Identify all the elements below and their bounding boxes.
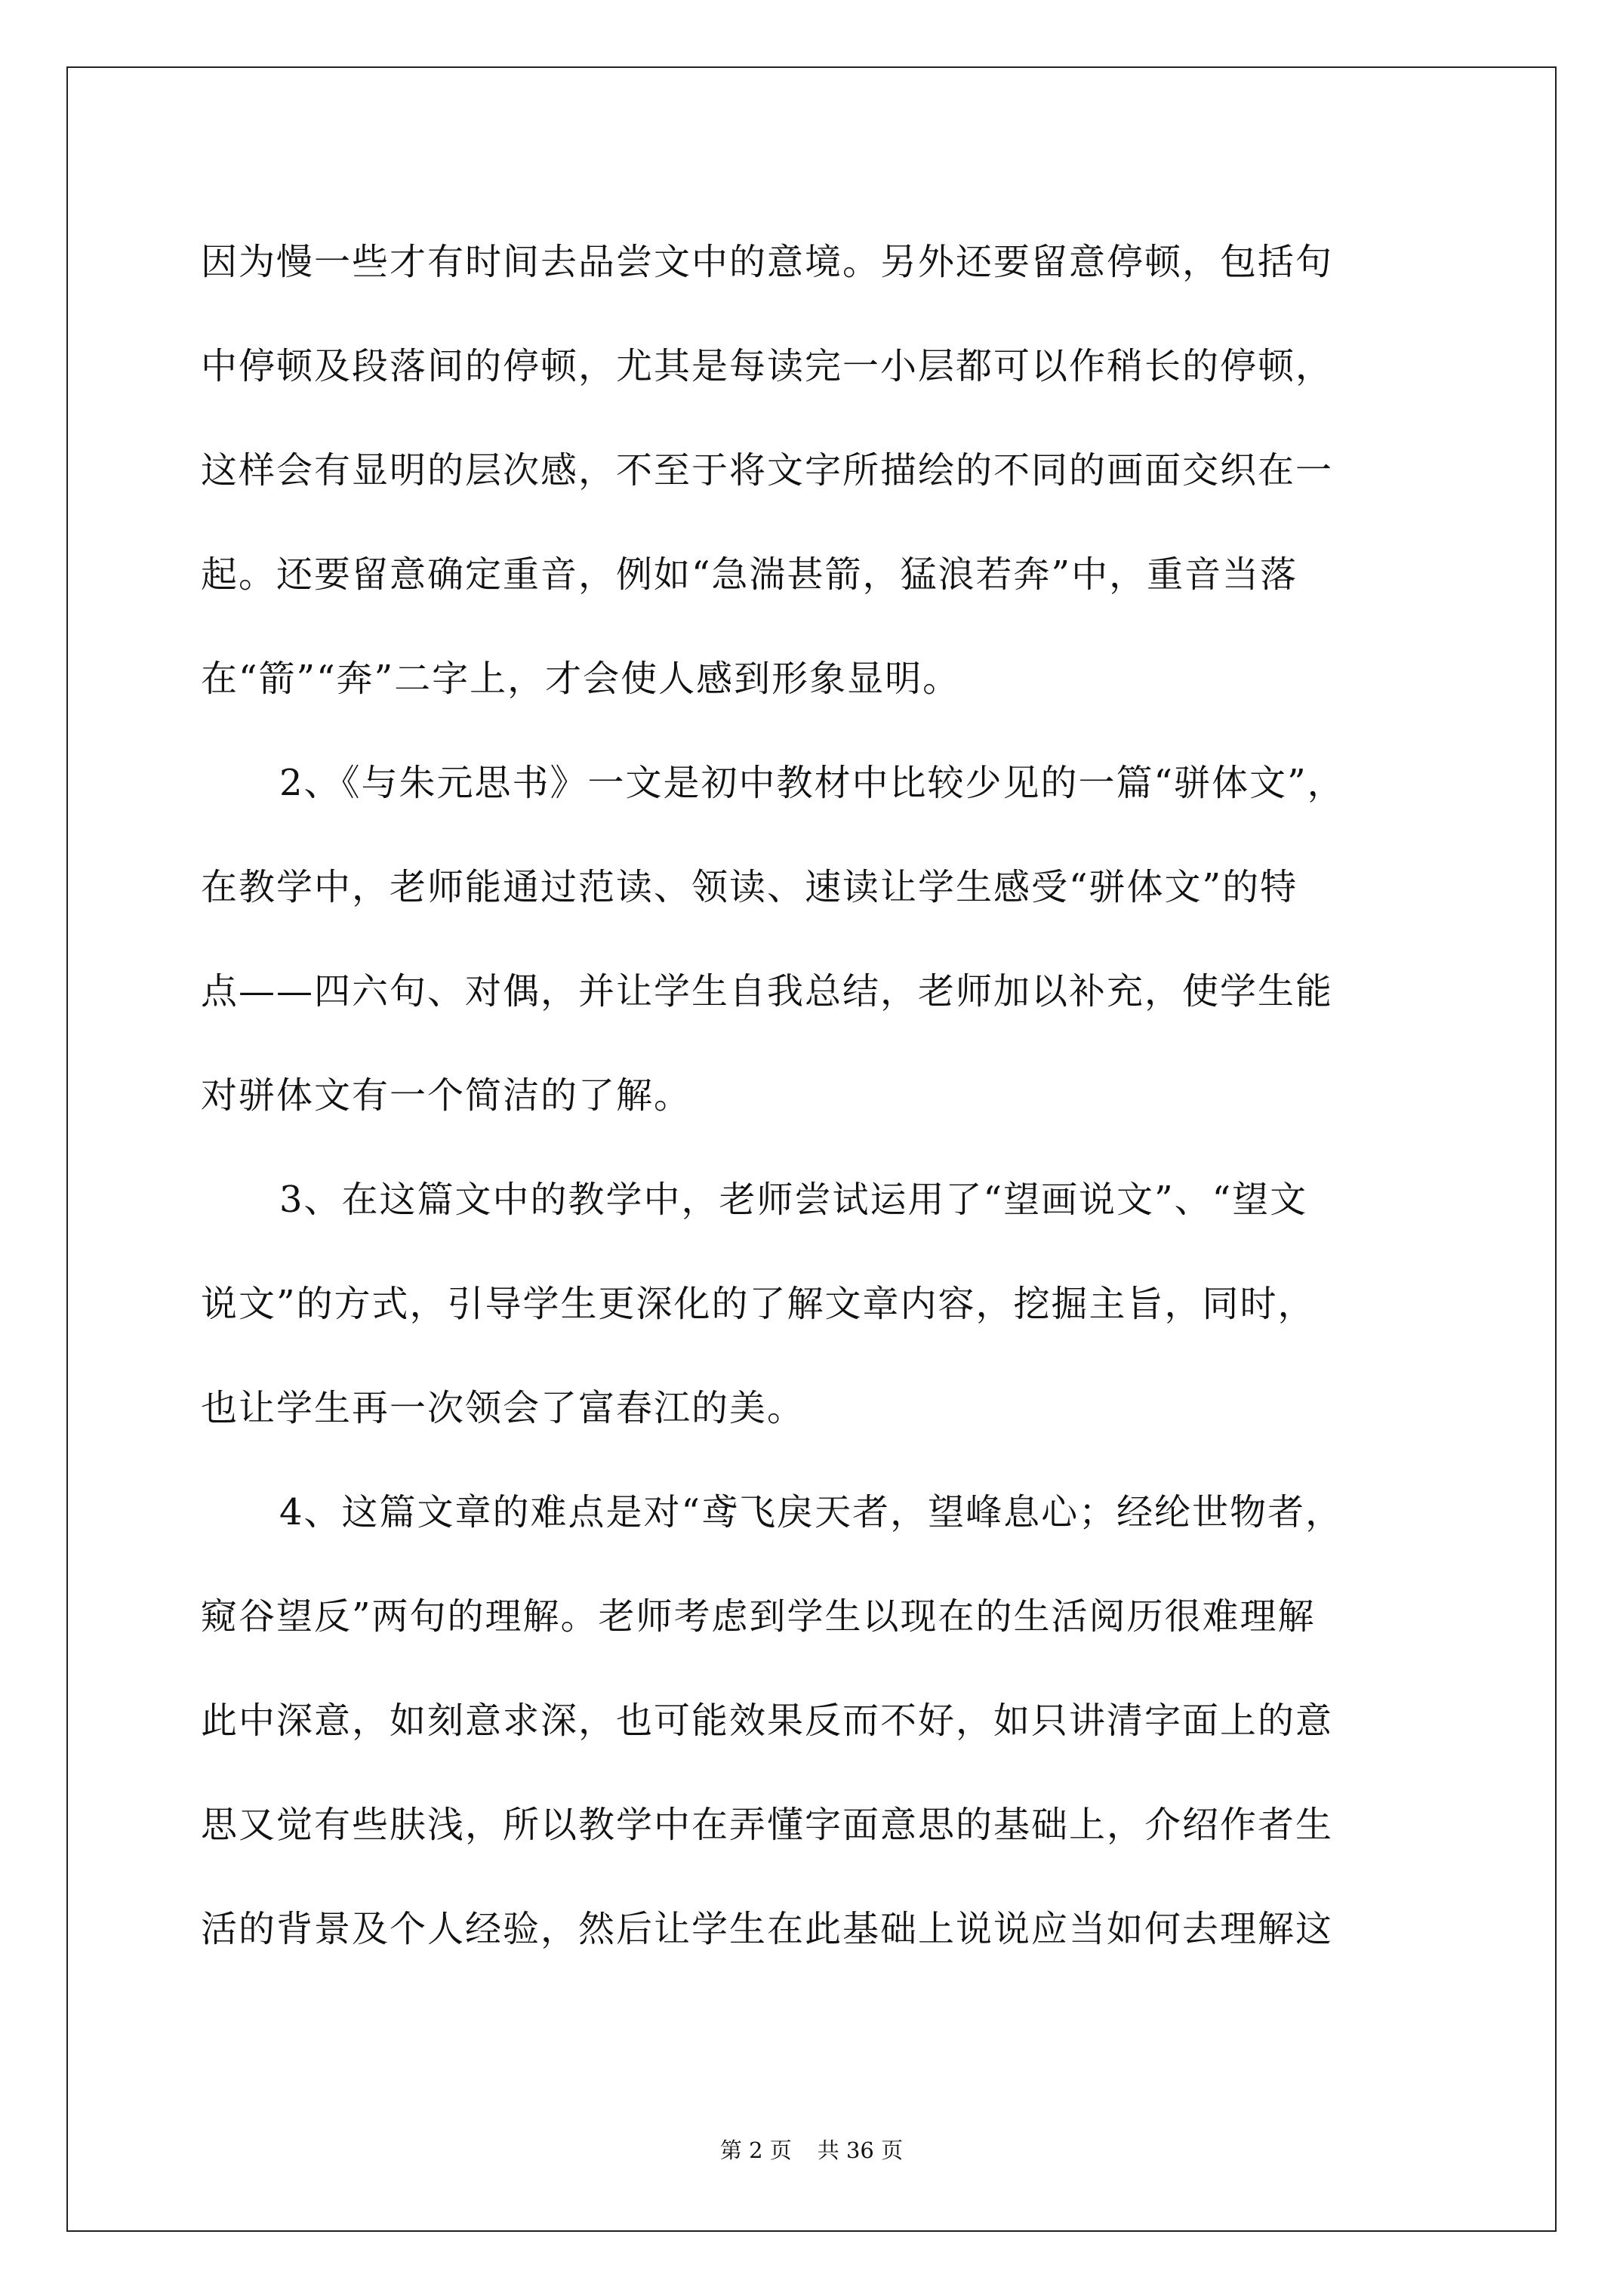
- text-line: 起。还要留意确定重音，例如“急湍甚箭，猛浪若奔”中，重音当落: [201, 553, 1298, 596]
- paragraph-start-line: 3、在这篇文中的教学中，老师尝试运用了“望画说文”、“望文: [279, 1179, 1308, 1221]
- text-line: 在教学中，老师能通过范读、领读、速读让学生感受“骈体文”的特: [201, 866, 1298, 908]
- text-line: 在“箭”“奔”二字上，才会使人感到形象显明。: [201, 658, 961, 700]
- text-line: 活的背景及个人经验，然后让学生在此基础上说说应当如何去理解这: [201, 1908, 1334, 1950]
- text-line: 这样会有显明的层次感，不至于将文字所描绘的不同的画面交织在一: [201, 449, 1334, 492]
- document-body: [201, 210, 1439, 1981]
- text-line: 窥谷望反”两句的理解。老师考虑到学生以现在的生活阅历很难理解: [201, 1595, 1316, 1638]
- text-line: 因为慢一些才有时间去品尝文中的意境。另外还要留意停顿，包括句: [201, 241, 1334, 283]
- text-line: 对骈体文有一个简洁的了解。: [201, 1074, 692, 1117]
- text-line: 也让学生再一次领会了富春江的美。: [201, 1387, 805, 1429]
- text-line: 此中深意，如刻意求深，也可能效果反而不好，如只讲清字面上的意: [201, 1700, 1334, 1742]
- text-line: 思又觉有些肤浅，所以教学中在弄懂字面意思的基础上，介绍作者生: [201, 1804, 1334, 1846]
- paragraph-start-line: 4、这篇文章的难点是对“鸢飞戾天者，望峰息心；经纶世物者，: [279, 1491, 1344, 1533]
- text-line: 中停顿及段落间的停顿，尤其是每读完一小层都可以作稍长的停顿，: [201, 345, 1334, 387]
- page-number: 第 2 页: [719, 2137, 792, 2163]
- page-footer: [0, 2134, 1623, 2165]
- page-total: 共 36 页: [817, 2137, 904, 2163]
- paragraph-start-line: 2、《与朱元思书》一文是初中教材中比较少见的一篇“骈体文”，: [279, 762, 1345, 804]
- text-line: 点——四六句、对偶，并让学生自我总结，老师加以补充，使学生能: [201, 970, 1334, 1012]
- text-line: 说文”的方式，引导学生更深化的了解文章内容，挖掘主旨，同时，: [201, 1283, 1316, 1325]
